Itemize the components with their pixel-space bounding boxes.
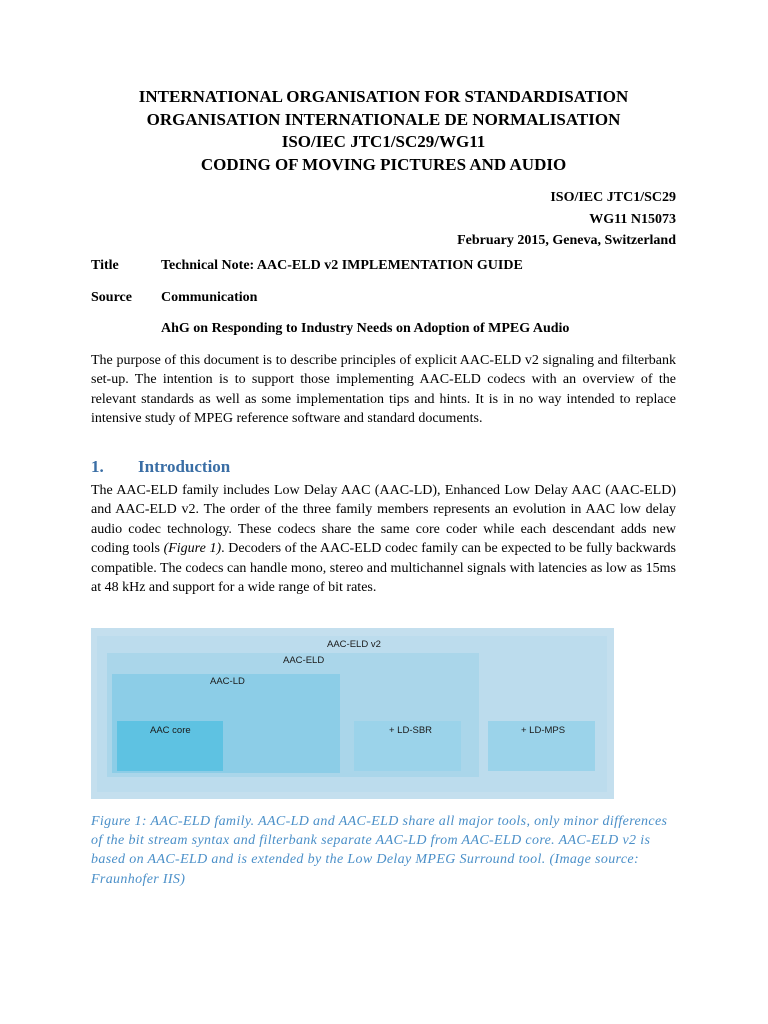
header-line-1: INTERNATIONAL ORGANISATION FOR STANDARDISATION xyxy=(138,87,629,106)
figure-reference: (Figure 1) xyxy=(163,541,222,557)
reference-committee: ISO/IEC JTC1/SC29 xyxy=(550,190,676,205)
aac-ld-label: AAC-LD xyxy=(210,676,245,687)
source-value: Communication xyxy=(161,290,258,305)
header-line-3: ISO/IEC JTC1/SC29/WG11 xyxy=(281,132,486,151)
purpose-paragraph: The purpose of this document is to describe principles of explicit AAC-ELD v2 signaling and filterbank set-up. The intention is to support those implementing AAC-ELD codecs with an overview of the relevant standards as well as some implementation tips and hints. It is in no way intended to replace intensive study of MPEG reference software and standard documents. xyxy=(91,353,676,427)
intro-text-part-1: The AAC-ELD family includes Low Delay AAC (AAC-LD), Enhanced Low Delay AAC (AAC-ELD) and AAC-ELD v2. The order of the three family members represents an evolution in AAC low delay audio codec technology. These codecs share the same core coder while each descendant adds new coding tools xyxy=(91,483,676,557)
section-title: Introduction xyxy=(138,457,231,476)
reference-date: February 2015, Geneva, Switzerland xyxy=(457,233,676,248)
title-label: Title xyxy=(91,258,119,273)
ld-sbr-label: + LD-SBR xyxy=(389,725,433,736)
title-value: Technical Note: AAC-ELD v2 IMPLEMENTATION GUIDE xyxy=(161,258,523,273)
section-number: 1. xyxy=(91,457,104,476)
header-line-2: ORGANISATION INTERNATIONALE DE NORMALISATION xyxy=(146,109,621,129)
document-header xyxy=(91,86,676,176)
ahg-value: AhG on Responding to Industry Needs on Adoption of MPEG Audio xyxy=(161,321,570,336)
aac-core-label: AAC core xyxy=(150,725,191,736)
ld-mps-label: + LD-MPS xyxy=(521,725,566,736)
aac-eld-label: AAC-ELD xyxy=(283,655,325,666)
reference-number: WG11 N15073 xyxy=(589,211,676,227)
figure-caption: Figure 1: AAC-ELD family. AAC-LD and AAC-ELD share all major tools, only minor differences of the bit stream syntax and filterbank separate AAC-LD from AAC-ELD core. AAC-ELD v2 is based on AAC-ELD and is extended by the Low Delay MPEG Surround tool. (Image source: Fraunhofer IIS) xyxy=(91,814,668,887)
document-reference xyxy=(91,187,676,252)
aac-eld-v2-label: AAC-ELD v2 xyxy=(327,639,381,650)
introduction-paragraph xyxy=(91,481,676,597)
source-label: Source xyxy=(91,290,132,305)
intro-text-part-2: . Decoders of the AAC-ELD codec family can be expected to be fully backwards compatible. The codecs can handle mono, stereo and multichannel signals with latencies as low as 15ms at 48 kHz and support for a wide range of bit rates. xyxy=(91,541,676,596)
aac-eld-family-figure xyxy=(91,628,614,799)
header-line-4: CODING OF MOVING PICTURES AND AUDIO xyxy=(200,154,567,174)
